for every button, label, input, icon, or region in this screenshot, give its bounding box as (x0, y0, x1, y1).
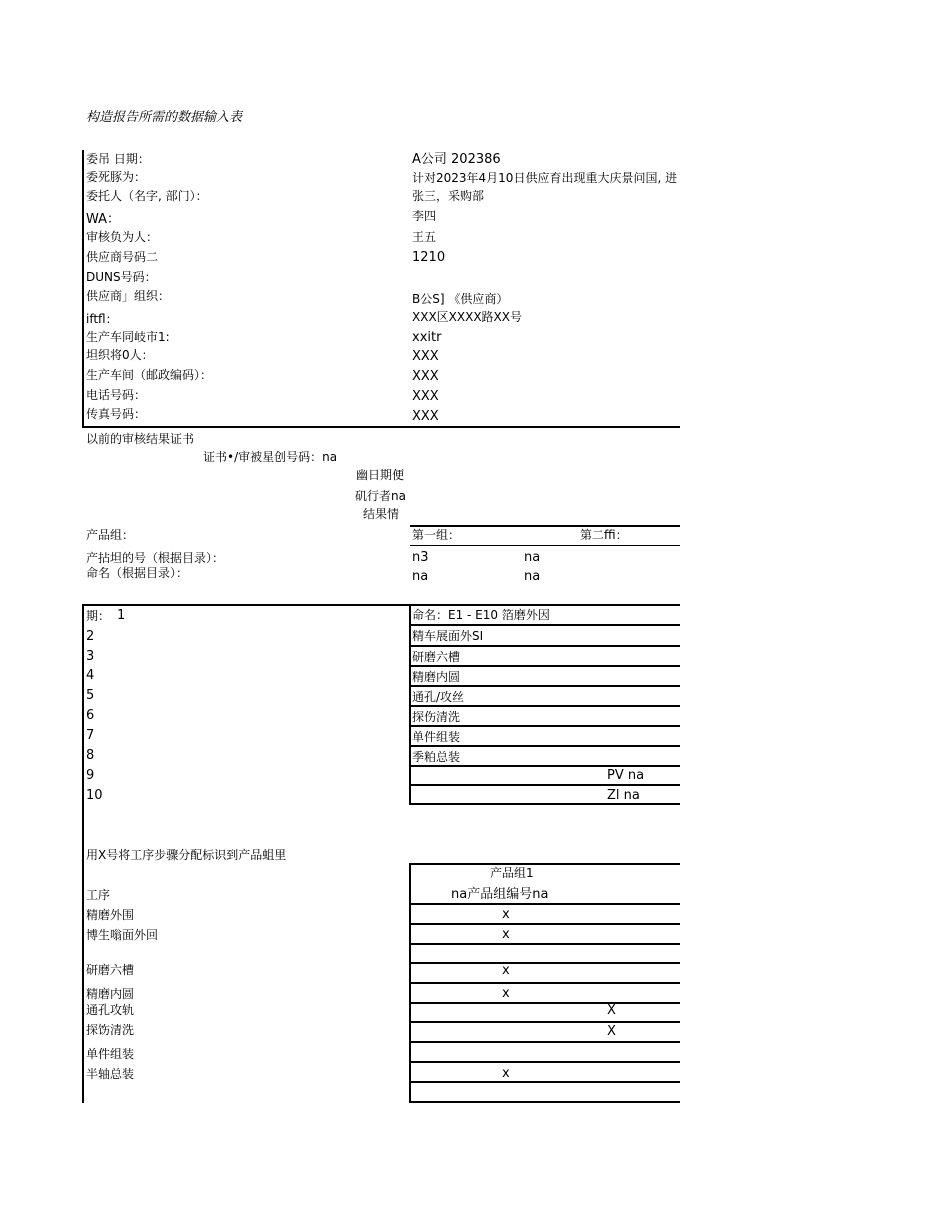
step-name: 精磨内圆 (412, 670, 461, 684)
field-label: 生产车间（邮政编码）： (86, 368, 213, 382)
steps-top-border (82, 604, 680, 606)
row-divider (410, 982, 680, 984)
field-label: 委死豚为： (86, 170, 147, 184)
cert-result: 结果情 (363, 507, 400, 521)
group-number: na产品组编号na (451, 887, 549, 902)
assign-mark: x (502, 927, 510, 942)
field-label: 生产车同岐市1: (86, 330, 170, 344)
assign-mark: x (502, 1066, 510, 1081)
step-number: 2 (86, 629, 95, 644)
field-value: XXX区XXXX路XX号 (412, 310, 522, 324)
row-divider (410, 765, 680, 767)
product-group-1: 第一组： (412, 528, 461, 542)
field-value: 王五 (412, 230, 437, 244)
step-name: 季粕总装 (412, 750, 461, 764)
process-name: 精磨内圆 (86, 987, 135, 1001)
field-value: XXX (412, 369, 439, 384)
field-value: 计对2023年4月10日供应育出现重大庆景问国, 进 (412, 172, 678, 184)
field-value: xxitr (412, 330, 442, 345)
step-number: 5 (86, 688, 95, 703)
catalog-name-label: 命名（根据目录）： (86, 566, 189, 580)
field-label: DUNS号码： (86, 270, 157, 284)
step-number: 9 (86, 768, 95, 783)
assign-group-header: 产品组1 (490, 866, 534, 880)
cert-date: 幽日期便 (356, 468, 405, 482)
step-name: 通孔/攻丝 (412, 690, 465, 704)
product-row-divider (410, 545, 680, 546)
step-number: 7 (86, 728, 95, 743)
step-number: 4 (86, 668, 95, 683)
process-name: 通孔攻轨 (86, 1003, 135, 1017)
row-divider (410, 1101, 680, 1103)
process-name: 研磨六槽 (86, 963, 135, 977)
assign-mark: X (607, 1003, 616, 1018)
product-divider (410, 525, 680, 527)
assign-mark: x (502, 963, 510, 978)
row-divider (410, 1061, 680, 1063)
process-name: 精磨外围 (86, 908, 135, 922)
step-number: 6 (86, 708, 95, 723)
process-label: 工序 (86, 888, 111, 902)
row-divider (410, 645, 680, 647)
field-label: 电话号码： (86, 388, 147, 402)
row-divider (410, 725, 680, 727)
section-divider (82, 426, 680, 428)
part-number-value-2: na (524, 550, 541, 565)
field-value: XXX (412, 349, 439, 364)
row-divider (410, 685, 680, 687)
step-name: Zl na (607, 788, 640, 803)
field-label: 供应商」组织： (86, 289, 171, 303)
step-name: PV na (607, 768, 645, 783)
product-group-label: 产品组： (86, 528, 135, 542)
field-label: 供应商号码二 (86, 250, 159, 264)
catalog-name-value-1: na (412, 569, 429, 584)
row-divider (410, 923, 680, 925)
step-number: 8 (86, 748, 95, 763)
cert-executor: 矶行者na (355, 489, 406, 503)
assign-top-border (410, 863, 680, 865)
assign-mark: X (607, 1024, 616, 1039)
catalog-name-value-2: na (524, 569, 541, 584)
row-divider (410, 962, 680, 964)
assign-heading: 用X号将工序步骤分配标识到产品蛆里 (86, 848, 287, 862)
step-name: 精车展面外SI (412, 629, 484, 643)
row-divider (410, 943, 680, 945)
part-number-value-1: n3 (412, 550, 429, 565)
assign-mark: x (502, 907, 510, 922)
step-name: 单件组装 (412, 730, 461, 744)
assign-mark: x (502, 986, 510, 1001)
row-divider (410, 665, 680, 667)
row-divider (410, 803, 680, 805)
row-divider (410, 705, 680, 707)
left-border-top (82, 150, 84, 426)
row-divider (410, 745, 680, 747)
field-value: XXX (412, 409, 439, 424)
field-label: WA： (86, 212, 121, 227)
field-value: A公司 202386 (412, 152, 501, 167)
row-divider (410, 1041, 680, 1043)
product-group-2: 第二ffi： (580, 528, 628, 542)
field-label: 委托人（名字, 部门）： (86, 189, 208, 203)
step-name: 研磨六槽 (412, 650, 461, 664)
step-name: 命名：E1 - E10 箔磨外因 (412, 608, 550, 622)
field-label: 坦织将0人： (86, 348, 154, 362)
field-label: 审核负为人： (86, 230, 159, 244)
process-name: 单件组装 (86, 1047, 135, 1061)
row-divider (410, 903, 680, 905)
field-label: 传真号码： (86, 407, 147, 421)
part-number-label: 产拈坦的号（根据目录）： (86, 551, 225, 565)
step-number: 10 (86, 788, 103, 803)
row-divider (410, 624, 680, 626)
row-divider (410, 784, 680, 786)
field-value: B公S] 《供应商） (412, 292, 509, 306)
field-value: 张三，采购部 (412, 189, 485, 203)
field-value: 李四 (412, 209, 437, 223)
field-label: 委吊 日期： (86, 152, 150, 166)
left-border-bottom (82, 605, 84, 1103)
row-divider (410, 1002, 680, 1004)
step-number: 1 (117, 608, 126, 623)
step-name: 探伤清洗 (412, 710, 461, 724)
cert-heading: 以前的审核结果证书 (86, 432, 195, 446)
field-label: iftfl： (86, 312, 118, 326)
process-name: 探饬清洗 (86, 1023, 135, 1037)
row-divider (410, 1081, 680, 1083)
field-value: XXX (412, 389, 439, 404)
process-name: 博生嗡面外回 (86, 928, 159, 942)
period-label: 期： (86, 609, 111, 623)
process-name: 半轴总装 (86, 1067, 135, 1081)
step-number: 3 (86, 649, 95, 664)
field-value: 1210 (412, 250, 446, 265)
form-title: 构造报告所需的数据输入表 (86, 110, 243, 125)
cert-number: 证书•/审被星创号码：na (203, 450, 338, 464)
row-divider (410, 1021, 680, 1023)
